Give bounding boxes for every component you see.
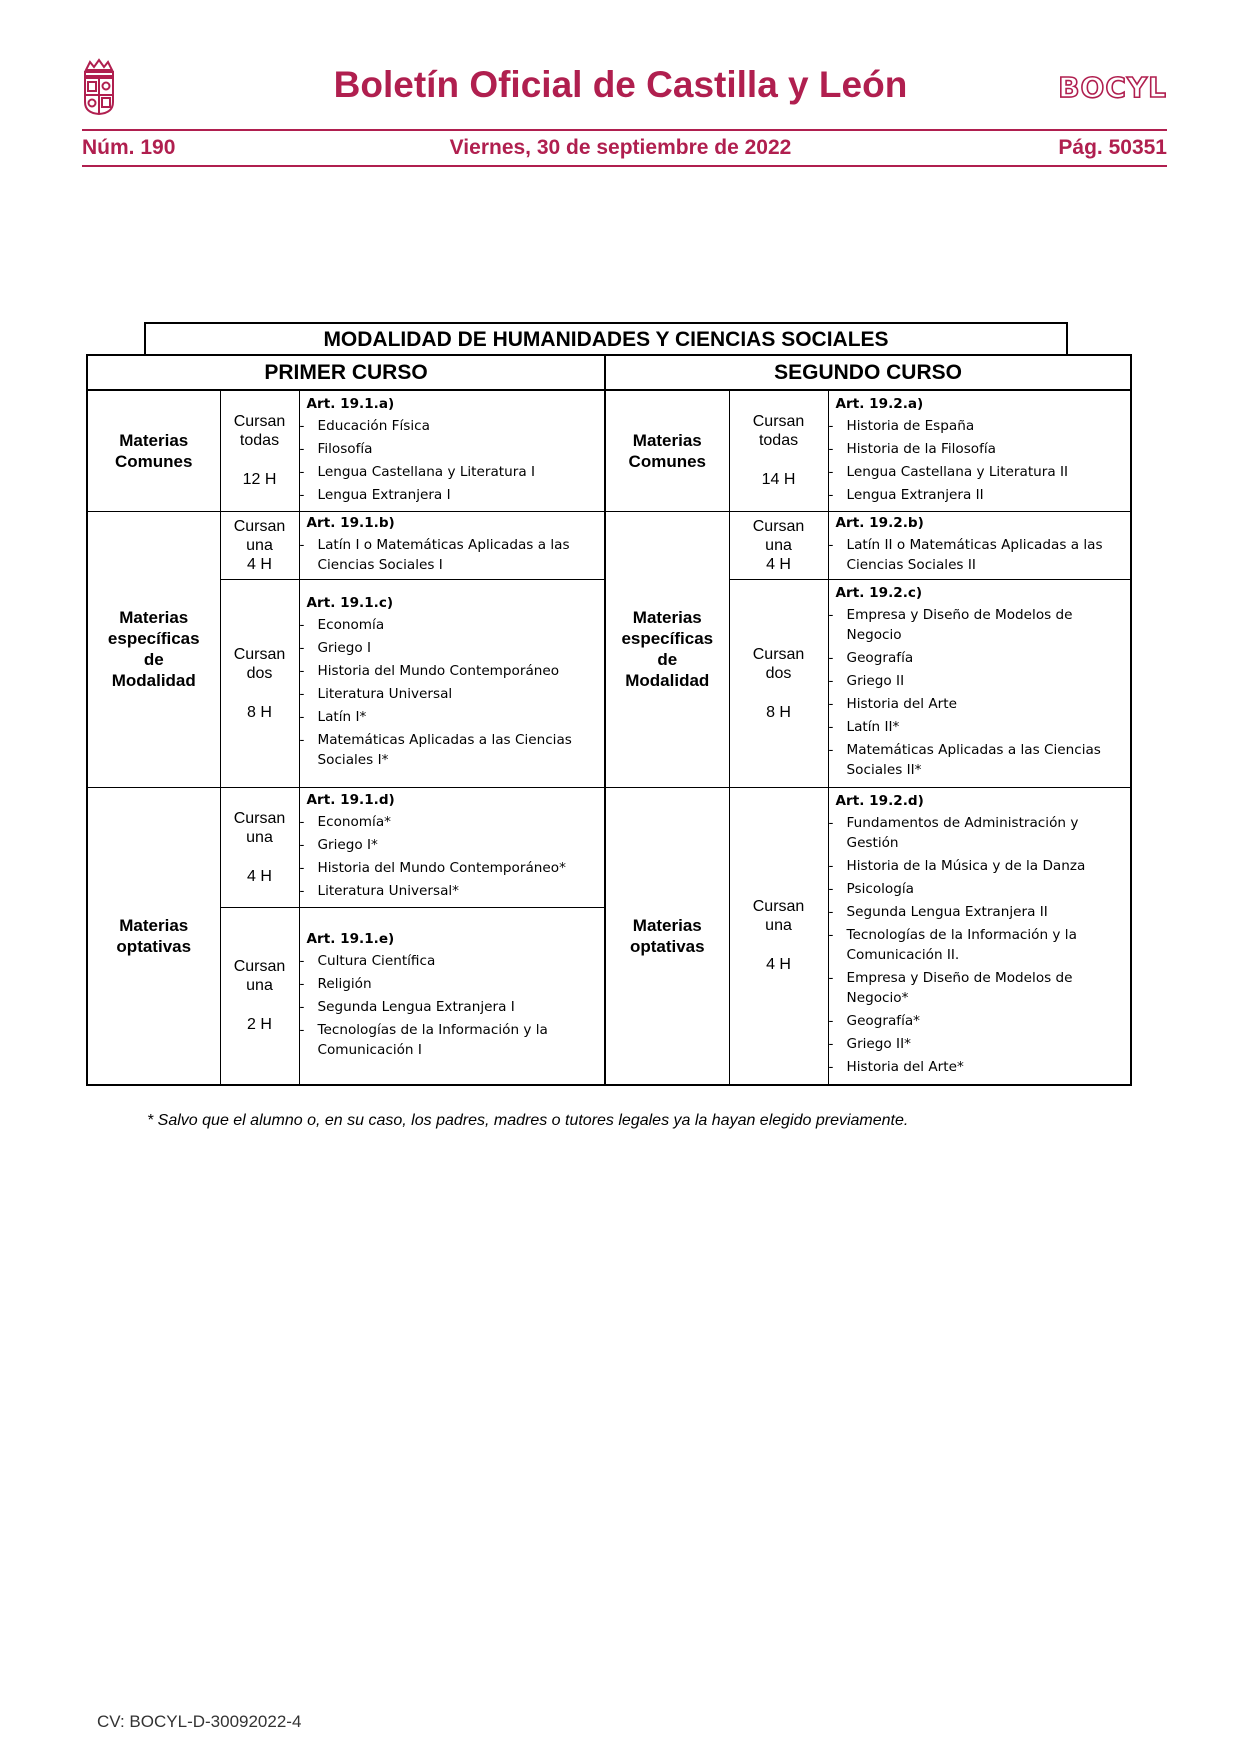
subjects-second-d [828,787,1131,1085]
subject-list [300,812,605,901]
cursan-word: Cursan [233,809,286,827]
table-row [87,390,1131,511]
subject-item: - Historia del Mundo Contemporáneo [300,661,605,681]
hours-value: 4 H [247,555,272,573]
subject-item: - Filosofía [300,439,605,459]
subject-item: - Lengua Extranjera II [829,485,1131,505]
subject-item: - Lengua Castellana y Literatura II [829,462,1131,482]
hours-value: 4 H [766,555,791,573]
subject-item: - Literatura Universal* [300,881,605,901]
subject-list [300,535,605,575]
subject-item: - Matemáticas Aplicadas a las Ciencias Sociales I* [300,730,605,770]
subject-item: - Latín I o Matemáticas Aplicadas a las Ciencias Sociales I [300,535,605,575]
cursan-word: todas [239,432,280,450]
label-line: Materias [632,430,702,450]
article-ref: Art. 19.1.a) [306,395,395,412]
label-optativas-second [605,787,729,1085]
modality-title: MODALIDAD DE HUMANIDADES Y CIENCIAS SOCIALES [144,322,1068,354]
label-line: Comunes [628,451,707,471]
subject-item: - Lengua Castellana y Literatura I [300,462,605,482]
subject-item: - Fundamentos de Administración y Gestión [829,813,1131,853]
hours-value: 8 H [766,703,791,721]
cursan-first-d [220,787,299,907]
subjects-table [86,354,1132,1086]
hours-value: 12 H [242,471,277,489]
subject-item: - Geografía* [829,1011,1131,1031]
cursan-first-b [220,511,299,579]
subjects-second-b [828,511,1131,579]
second-course-heading: SEGUNDO CURSO [605,355,1131,390]
cursan-word: todas [758,432,799,450]
subjects-first-c [299,579,605,787]
subjects-second-c [828,579,1131,787]
subjects-first-b [299,511,605,579]
label-optativas-first [87,787,220,1085]
subject-item: - Historia de la Filosofía [829,439,1131,459]
label-line: Materias [632,915,702,935]
label-especificas-first [87,511,220,787]
subjects-first-a [299,390,605,511]
hours-value: 14 H [761,471,796,489]
label-line: Materias [119,915,189,935]
cursan-word: Cursan [752,898,805,916]
subject-item: - Lengua Extranjera I [300,485,605,505]
subject-item: - Segunda Lengua Extranjera I [300,997,605,1017]
hours-value: 4 H [247,867,272,885]
subject-item: - Historia del Arte* [829,1057,1131,1077]
subject-item: - Tecnologías de la Información y la Comunicación II. [829,925,1131,965]
bocyl-logo: BOCYL [1058,71,1167,104]
subject-item: - Griego I* [300,835,605,855]
label-line: optativas [116,936,192,956]
issue-number: Núm. 190 [82,136,176,159]
cursan-word: Cursan [233,958,286,976]
course-header-row [87,355,1131,390]
subject-item: - Segunda Lengua Extranjera II [829,902,1131,922]
label-line: Materias [119,608,189,627]
subject-item: - Economía* [300,812,605,832]
cursan-second-b [729,511,828,579]
label-line: Materias [632,608,702,627]
subject-item: - Latín II* [829,717,1131,737]
article-ref: Art. 19.2.c) [835,585,923,601]
subject-item: - Historia del Arte [829,694,1131,714]
subjects-first-e [299,907,605,1085]
label-line: Materias [119,430,189,450]
subject-list [829,416,1131,505]
subject-list [300,416,605,505]
cursan-word: Cursan [233,645,286,663]
label-line: Modalidad [111,671,196,690]
subject-item: - Religión [300,974,605,994]
subject-list [829,535,1131,575]
subjects-second-a [828,390,1131,511]
header-rule-top [82,129,1167,131]
subject-item: - Empresa y Diseño de Modelos de Negocio [829,605,1131,645]
table-row [87,511,1131,579]
label-especificas-second [605,511,729,787]
cursan-second-a [729,390,828,511]
subject-list [829,813,1131,1077]
hours-value: 2 H [247,1016,272,1034]
cursan-first-c [220,579,299,787]
hours-value: 8 H [247,703,272,721]
subject-item: - Latín I* [300,707,605,727]
label-line: Comunes [115,451,193,471]
subject-item: - Geografía [829,648,1131,668]
cursan-second-d [729,787,828,1085]
subject-item: - Matemáticas Aplicadas a las Ciencias Sociales II* [829,740,1131,780]
cursan-word: Cursan [233,517,286,535]
subject-item: - Historia de España [829,416,1131,436]
issue-date: Viernes, 30 de septiembre de 2022 [449,136,792,159]
cursan-word: una [246,536,273,554]
label-line: de [657,650,678,669]
label-line: Modalidad [625,671,710,690]
article-ref: Art. 19.2.a) [835,395,924,412]
subject-item: - Historia de la Música y de la Danza [829,856,1131,876]
subject-item: - Tecnologías de la Información y la Comunicación I [300,1020,605,1060]
label-comunes-second [605,390,729,511]
cursan-second-c [729,579,828,787]
bulletin-title: Boletín Oficial de Castilla y León [333,64,908,105]
cursan-word: Cursan [752,413,805,431]
article-ref: Art. 19.1.e) [306,930,395,947]
header-rule-bottom [82,165,1167,167]
label-line: específicas [107,629,200,648]
subject-list [829,605,1131,780]
subject-item: - Griego I [300,638,605,658]
cursan-word: una [246,828,273,846]
article-ref: Art. 19.1.c) [306,595,394,611]
subject-list [300,615,605,770]
article-ref: Art. 19.1.b) [306,514,395,531]
article-ref: Art. 19.2.b) [835,514,924,531]
subject-item: - Griego II* [829,1034,1131,1054]
label-line: específicas [621,629,714,648]
label-line: de [143,650,164,669]
subject-item: - Educación Física [300,416,605,436]
subject-item: - Historia del Mundo Contemporáneo* [300,858,605,878]
cursan-word: Cursan [233,413,286,431]
subject-item: - Psicología [829,879,1131,899]
cursan-word: una [765,536,792,554]
subject-item: - Economía [300,615,605,635]
footnote: * Salvo que el alumno o, en su caso, los padres, madres o tutores legales ya la hayan elegido previamente. [147,1112,909,1129]
page-number: Pág. 50351 [1058,136,1167,159]
first-course-heading: PRIMER CURSO [87,355,605,390]
cursan-word: Cursan [752,517,805,535]
article-ref: Art. 19.2.d) [835,793,924,810]
cursan-word: dos [246,664,273,682]
cursan-first-e [220,907,299,1085]
cursan-word: Cursan [752,645,805,663]
label-line: optativas [629,936,705,956]
label-comunes-first [87,390,220,511]
article-ref: Art. 19.1.d) [306,792,395,808]
subject-item: - Latín II o Matemáticas Aplicadas a las Ciencias Sociales II [829,535,1131,575]
cursan-word: una [246,977,273,995]
cursan-first-a [220,390,299,511]
hours-value: 4 H [766,956,791,974]
table-row [87,787,1131,907]
subjects-first-d [299,787,605,907]
cv-code: CV: BOCYL-D-30092022-4 [97,1712,302,1731]
subject-list [300,951,605,1060]
subject-item: - Cultura Científica [300,951,605,971]
cursan-word: dos [765,664,792,682]
subject-item: - Griego II [829,671,1131,691]
subject-item: - Literatura Universal [300,684,605,704]
cursan-word: una [765,917,792,935]
subject-item: - Empresa y Diseño de Modelos de Negocio* [829,968,1131,1008]
